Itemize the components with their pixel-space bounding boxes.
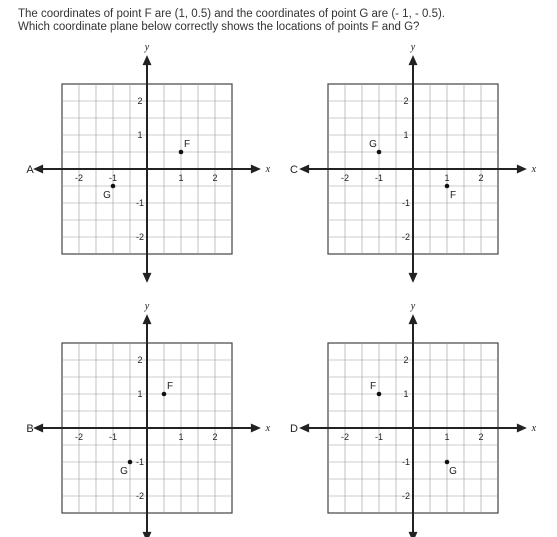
point-f <box>179 150 184 155</box>
y-axis-arrow-down <box>143 532 152 537</box>
y-tick-label: 2 <box>403 355 409 365</box>
y-axis-arrow-up <box>409 55 418 65</box>
x-tick-label: -1 <box>108 173 118 183</box>
x-tick-label: -2 <box>74 173 84 183</box>
x-tick-label: -2 <box>74 432 84 442</box>
x-tick-label: 2 <box>212 173 218 183</box>
x-axis-label: x <box>265 423 271 434</box>
point-label-f: F <box>166 381 174 392</box>
point-f <box>445 184 450 189</box>
x-axis-arrow-right <box>251 165 261 174</box>
y-tick-label: 2 <box>137 96 143 106</box>
option-letter-b: B <box>26 423 34 435</box>
x-axis-arrow-left <box>33 165 43 174</box>
point-g <box>128 460 133 465</box>
x-tick-label: -2 <box>340 432 350 442</box>
x-axis-label: x <box>531 423 537 434</box>
point-label-g: G <box>120 466 128 477</box>
point-label-f: F <box>449 190 457 201</box>
point-label-g: G <box>369 139 377 150</box>
x-axis-arrow-left <box>299 424 309 433</box>
y-axis-arrow-down <box>409 273 418 283</box>
y-tick-label: 1 <box>137 389 143 399</box>
x-tick-label: 1 <box>444 432 450 442</box>
y-tick-label: -1 <box>135 198 145 208</box>
y-tick-label: -2 <box>135 232 145 242</box>
x-axis-arrow-right <box>251 424 261 433</box>
x-tick-label: 2 <box>478 432 484 442</box>
point-g <box>445 460 450 465</box>
y-axis-arrow-up <box>409 314 418 324</box>
x-axis-arrow-right <box>517 424 527 433</box>
point-label-f: F <box>369 381 377 392</box>
point-f <box>162 392 167 397</box>
y-tick-label: 2 <box>137 355 143 365</box>
coordinate-plane-a <box>26 42 270 283</box>
x-tick-label: 2 <box>212 432 218 442</box>
y-tick-label: 1 <box>403 130 409 140</box>
option-letter-c: C <box>290 164 298 176</box>
x-tick-label: 1 <box>178 173 184 183</box>
option-letter-a: A <box>26 164 34 176</box>
x-tick-label: 2 <box>478 173 484 183</box>
x-tick-label: -1 <box>374 173 384 183</box>
point-g <box>377 150 382 155</box>
coordinate-plane-c <box>290 42 537 283</box>
y-tick-label: 1 <box>403 389 409 399</box>
y-axis-label: y <box>144 301 150 313</box>
option-letter-d: D <box>290 423 298 435</box>
y-tick-label: -1 <box>401 198 411 208</box>
y-tick-label: -2 <box>401 491 411 501</box>
y-axis-label: y <box>144 42 150 54</box>
y-tick-label: -1 <box>135 457 145 467</box>
y-tick-label: -2 <box>135 491 145 501</box>
point-g <box>111 184 116 189</box>
coordinate-plane-b <box>26 301 270 537</box>
y-tick-label: 1 <box>137 130 143 140</box>
x-tick-label: 1 <box>178 432 184 442</box>
x-axis-arrow-left <box>299 165 309 174</box>
point-label-g: G <box>103 190 111 201</box>
y-axis-arrow-up <box>143 314 152 324</box>
coordinate-plane-d <box>290 301 537 537</box>
x-axis-arrow-right <box>517 165 527 174</box>
x-axis-label: x <box>265 164 271 175</box>
y-axis-arrow-down <box>143 273 152 283</box>
x-axis-label: x <box>531 164 537 175</box>
point-label-g: G <box>449 466 457 477</box>
y-axis-label: y <box>410 301 416 313</box>
x-tick-label: -1 <box>374 432 384 442</box>
y-tick-label: 2 <box>403 96 409 106</box>
x-axis-arrow-left <box>33 424 43 433</box>
y-axis-arrow-up <box>143 55 152 65</box>
point-f <box>377 392 382 397</box>
y-tick-label: -2 <box>401 232 411 242</box>
question-line-2: Which coordinate plane below correctly shows the locations of points F and G? <box>18 21 420 33</box>
x-tick-label: 1 <box>444 173 450 183</box>
x-tick-label: -1 <box>108 432 118 442</box>
y-axis-arrow-down <box>409 532 418 537</box>
y-axis-label: y <box>410 42 416 54</box>
point-label-f: F <box>183 139 191 150</box>
y-tick-label: -1 <box>401 457 411 467</box>
x-tick-label: -2 <box>340 173 350 183</box>
question-line-1: The coordinates of point F are (1, 0.5) and the coordinates of point G are (- 1, - 0.5). <box>18 8 446 20</box>
